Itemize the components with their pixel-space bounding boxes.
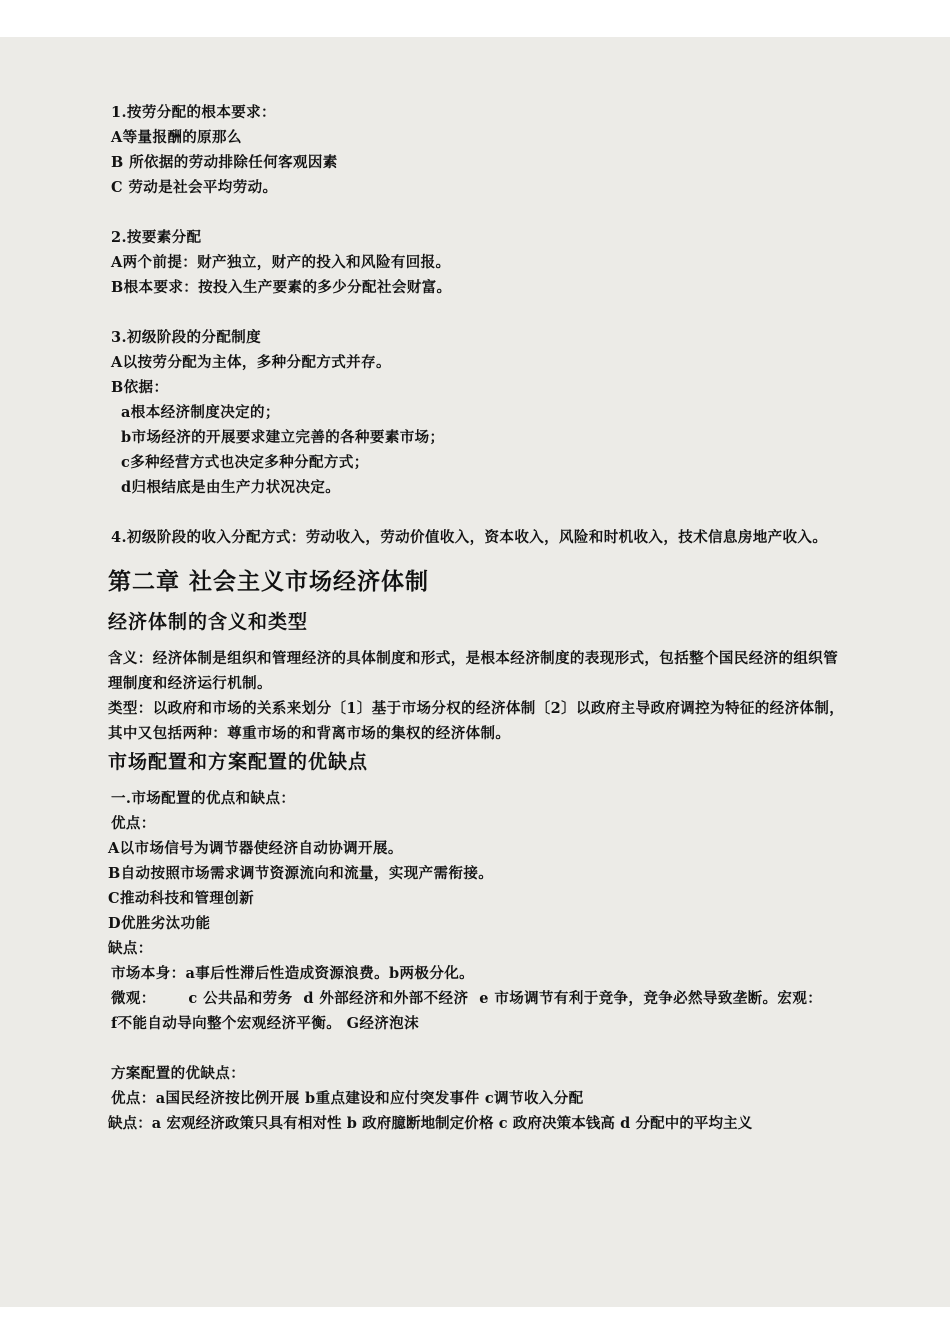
disadvantages-label: 缺点： — [108, 940, 153, 957]
section-3-subitem-b: b市场经济的开展要求建立完善的各种要素市场； — [121, 429, 445, 446]
disadvantage-market-itself: 市场本身：a事后性滞后性造成资源浪费。b两极分化。 — [111, 965, 475, 982]
plan-allocation-heading: 方案配置的优缺点： — [111, 1065, 246, 1082]
plan-advantages: 优点：a国民经济按比例开展 b重点建设和应付突发事件 c调节收入分配 — [111, 1090, 584, 1107]
document-body — [108, 100, 855, 1136]
section-4-paragraph: 4.初级阶段的收入分配方式：劳动收入，劳动价值收入，资本收入，风险和时机收入，技术信息房地产收入。 — [111, 529, 828, 546]
section-1-item-c: C 劳动是社会平均劳动。 — [111, 179, 278, 196]
document-page — [0, 37, 950, 1307]
spacer — [108, 500, 848, 525]
section-2-item-b: B根本要求：按投入生产要素的多少分配社会财富。 — [111, 279, 452, 296]
advantage-a: A以市场信号为调节器使经济自动协调开展。 — [108, 840, 403, 857]
advantage-c: C推动科技和管理创新 — [108, 890, 255, 907]
spacer — [108, 200, 848, 225]
chapter-title: 第二章 社会主义市场经济体制 — [108, 568, 430, 595]
section-3-subitem-d: d归根结底是由生产力状况决定。 — [121, 479, 341, 496]
section-3-title: 3.初级阶段的分配制度 — [111, 329, 262, 346]
section-3-item-a: A以按劳分配为主体，多种分配方式并存。 — [111, 354, 391, 371]
section-2-title: 2.按要素分配 — [111, 229, 202, 246]
advantages-label: 优点： — [111, 815, 156, 832]
section-1-item-a: A等量报酬的原那么 — [111, 129, 242, 146]
advantage-b: B自动按照市场需求调节资源流向和流量，实现产需衔接。 — [108, 865, 494, 882]
section-3-subitem-a: a根本经济制度决定的； — [121, 404, 280, 421]
section-2-item-a: A两个前提：财产独立，财产的投入和风险有回报。 — [111, 254, 451, 271]
section-1-item-b: B 所依据的劳动排除任何客观因素 — [111, 154, 338, 171]
plan-disadvantages: 缺点：a 宏观经济政策只具有相对性 b 政府臆断地制定价格 c 政府决策本钱高 d 分配中的平均主义 — [108, 1115, 753, 1132]
section-heading-economic-system: 经济体制的含义和类型 — [108, 611, 309, 633]
section-1-title: 1.按劳分配的根本要求： — [111, 104, 276, 121]
section-3-subitem-c: c多种经营方式也决定多种分配方式； — [121, 454, 369, 471]
spacer — [108, 1036, 848, 1061]
definition-paragraph: 含义：经济体制是组织和管理经济的具体制度和形式，是根本经济制度的表现形式，包括整个国民经济的组织管理制度和经济运行机制。 — [108, 650, 839, 692]
market-allocation-heading: 一.市场配置的优点和缺点： — [111, 790, 296, 807]
disadvantage-micro-macro: 微观： c 公共品和劳务 d 外部经济和外部不经济 e 市场调节有利于竞争，竞争必然导致垄断。宏观： f不能自动导向整个宏观经济平衡。 G经济泡沫 — [111, 990, 855, 1032]
advantage-d: D优胜劣汰功能 — [108, 915, 211, 932]
section-heading-allocation: 市场配置和方案配置的优缺点 — [108, 751, 369, 773]
types-paragraph: 类型：以政府和市场的关系来划分〔1〕基于市场分权的经济体制〔2〕以政府主导政府调控为特征的经济体制，其中又包括两种：尊重市场的和背离市场的集权的经济体制。 — [108, 700, 845, 742]
section-3-item-b: B依据： — [111, 379, 169, 396]
spacer — [108, 300, 848, 325]
